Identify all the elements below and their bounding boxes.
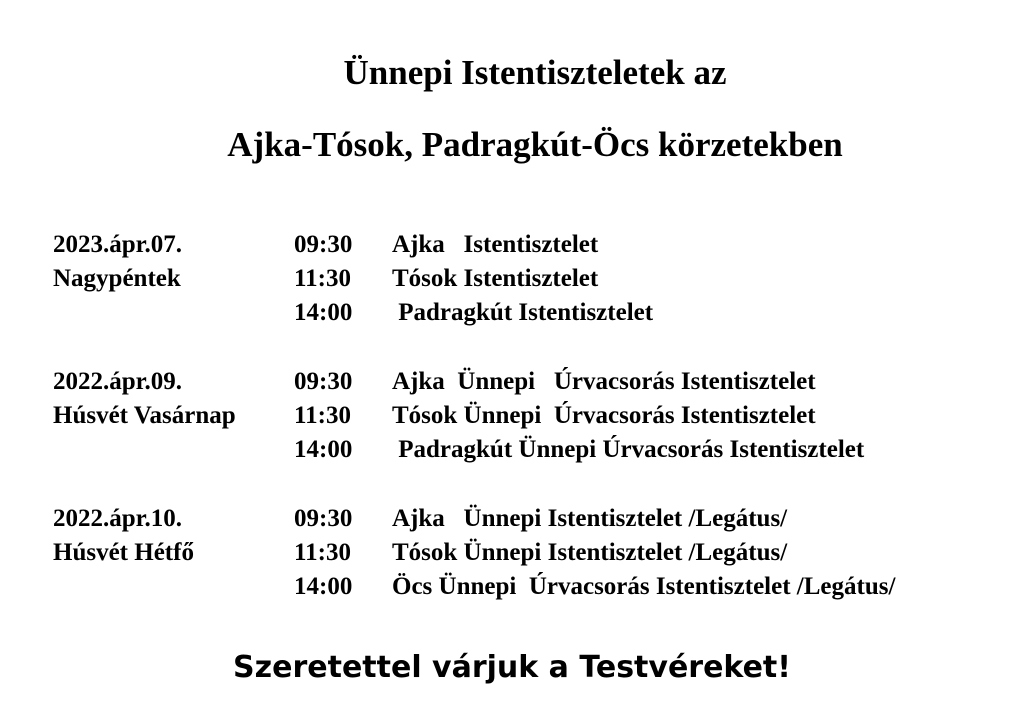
page-title-line-2: Ajka-Tósok, Padragkút-Öcs körzetekben [227,125,843,164]
service-event: Tósok Ünnepi Istentisztelet /Legátus/ [392,539,788,566]
service-event: Ajka Istentisztelet [392,231,599,258]
service-time: 14:00 [294,436,353,463]
service-event: Padragkút Istentisztelet [392,299,654,326]
service-time: 09:30 [294,231,353,258]
service-event: Ajka Ünnepi Istentisztelet /Legátus/ [392,505,788,532]
footer-greeting: Szeretettel várjuk a Testvéreket! [233,650,791,685]
service-event: Tósok Ünnepi Úrvacsorás Istentisztelet [392,402,816,429]
page-title-line-1: Ünnepi Istentiszteletek az [343,53,727,92]
service-event: Padragkút Ünnepi Úrvacsorás Istentisztelet [392,436,865,463]
service-time: 14:00 [294,573,353,600]
service-time: 14:00 [294,299,353,326]
service-time: 11:30 [294,539,351,566]
service-time: 11:30 [294,402,351,429]
service-time: 11:30 [294,265,351,292]
service-time: 09:30 [294,505,353,532]
service-event: Tósok Istentisztelet [392,265,599,292]
service-event: Ajka Ünnepi Úrvacsorás Istentisztelet [392,368,816,395]
service-event: Öcs Ünnepi Úrvacsorás Istentisztelet /Legátus/ [392,573,896,600]
service-day-name: Húsvét Hétfő [53,539,194,566]
service-date: 2023.ápr.07. [53,231,182,258]
service-day-name: Húsvét Vasárnap [53,402,236,429]
service-date: 2022.ápr.10. [53,505,182,532]
service-time: 09:30 [294,368,353,395]
service-date: 2022.ápr.09. [53,368,182,395]
service-day-name: Nagypéntek [53,265,181,292]
